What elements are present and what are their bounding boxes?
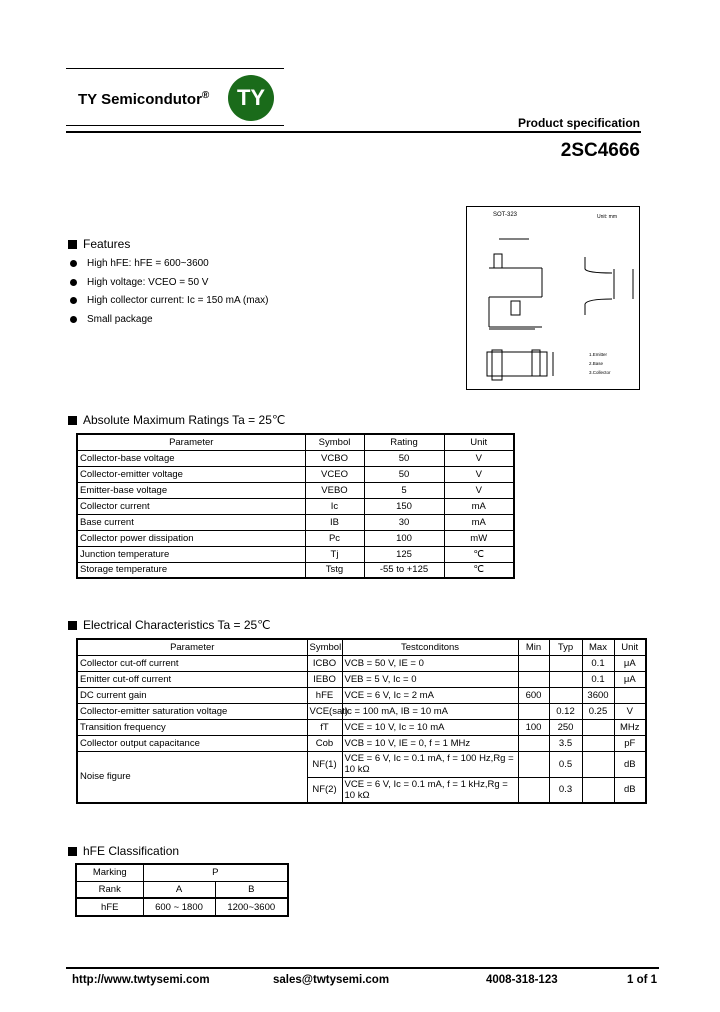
cell [582, 777, 614, 803]
package-unit: Unit: mm [597, 214, 617, 220]
cell: 0.12 [549, 703, 582, 719]
cell: 50 [364, 450, 444, 466]
cell: pF [614, 735, 646, 751]
table-row [76, 864, 288, 881]
cell [582, 719, 614, 735]
registered-mark: ® [201, 90, 210, 101]
email-link[interactable]: sales@twtysemi.com [273, 974, 390, 986]
divider [66, 125, 284, 126]
cell: Noise figure [77, 751, 307, 803]
cell: Collector-emitter saturation voltage [77, 703, 307, 719]
cell: 3600 [582, 687, 614, 703]
elec-heading [68, 618, 271, 632]
footer-rule [66, 967, 659, 969]
table-row [77, 735, 646, 751]
cell [518, 703, 549, 719]
cell: 3.5 [549, 735, 582, 751]
bullet-icon [70, 297, 77, 304]
table-row [77, 562, 514, 578]
cell: 5 [364, 482, 444, 498]
cell: 150 [364, 498, 444, 514]
table-row [77, 671, 646, 687]
cell: V [444, 466, 514, 482]
cell: hFE [307, 687, 342, 703]
cell: Tstg [305, 562, 364, 578]
cell: Marking [76, 864, 143, 881]
feature-item [70, 277, 208, 288]
cell: Storage temperature [77, 562, 305, 578]
website-link[interactable]: http://www.twtysemi.com [72, 974, 210, 986]
pin-label: 1.Emitter [589, 352, 608, 357]
bullet-icon [70, 260, 77, 267]
cell: Tj [305, 546, 364, 562]
hfe-title: hFE Classification [83, 844, 180, 858]
cell: Ic [305, 498, 364, 514]
cell: B [215, 881, 288, 898]
cell: VCE = 6 V, Ic = 0.1 mA, f = 100 Hz,Rg = 10 kΩ [342, 751, 518, 777]
cell [518, 671, 549, 687]
company-text: TY Semicondutor [78, 91, 202, 108]
cell [582, 751, 614, 777]
table-row [77, 514, 514, 530]
feature-item [70, 258, 209, 269]
cell: A [143, 881, 215, 898]
cell [549, 671, 582, 687]
hfe-heading [68, 844, 179, 858]
cell: IB [305, 514, 364, 530]
cell: VEB = 5 V, Ic = 0 [342, 671, 518, 687]
table-row [77, 546, 514, 562]
company-logo [228, 75, 274, 121]
cell: hFE [76, 898, 143, 916]
cell [614, 687, 646, 703]
cell: Parameter [77, 434, 305, 450]
feature-item [70, 314, 153, 325]
cell: Max [582, 639, 614, 655]
feature-text: High hFE: hFE = 600~3600 [87, 258, 209, 269]
cell: ℃ [444, 562, 514, 578]
cell: VCBO [305, 450, 364, 466]
cell: V [444, 482, 514, 498]
cell: Symbol [307, 639, 342, 655]
abs-max-table [76, 433, 515, 579]
cell: ℃ [444, 546, 514, 562]
cell: mW [444, 530, 514, 546]
cell: Emitter cut-off current [77, 671, 307, 687]
bullet-square-icon [68, 621, 77, 630]
cell [518, 777, 549, 803]
feature-text: High voltage: VCEO = 50 V [87, 277, 209, 288]
cell: 250 [549, 719, 582, 735]
cell: Collector output capacitance [77, 735, 307, 751]
table-row [77, 639, 646, 655]
cell: 0.5 [549, 751, 582, 777]
cell: VCE = 6 V, Ic = 2 mA [342, 687, 518, 703]
table-row [77, 687, 646, 703]
table-row [77, 655, 646, 671]
bullet-square-icon [68, 847, 77, 856]
cell: Transition frequency [77, 719, 307, 735]
bullet-square-icon [68, 416, 77, 425]
feature-text: High collector current: Ic = 150 mA (max) [87, 295, 269, 306]
table-row [77, 751, 646, 777]
header-rule [66, 131, 641, 133]
bullet-square-icon [68, 240, 77, 249]
cell: 30 [364, 514, 444, 530]
cell: -55 to +125 [364, 562, 444, 578]
cell: 0.1 [582, 655, 614, 671]
cell: Unit [444, 434, 514, 450]
cell: V [444, 450, 514, 466]
cell: NF(1) [307, 751, 342, 777]
table-row [76, 898, 288, 916]
cell: Pc [305, 530, 364, 546]
cell: Base current [77, 514, 305, 530]
doc-type: Product specification [517, 116, 640, 130]
bullet-icon [70, 279, 77, 286]
cell: 0.1 [582, 671, 614, 687]
cell: Typ [549, 639, 582, 655]
cell: 125 [364, 546, 444, 562]
cell: VCE = 6 V, Ic = 0.1 mA, f = 1 kHz,Rg = 10 kΩ [342, 777, 518, 803]
cell: 600 [518, 687, 549, 703]
cell: VCB = 10 V, IE = 0, f = 1 MHz [342, 735, 518, 751]
table-row [77, 719, 646, 735]
table-row [77, 450, 514, 466]
pin-label: 3.Collector [589, 370, 611, 375]
cell: IEBO [307, 671, 342, 687]
cell: Collector-emitter voltage [77, 466, 305, 482]
cell: VCE = 10 V, Ic = 10 mA [342, 719, 518, 735]
table-row [77, 482, 514, 498]
table-row [76, 881, 288, 898]
cell: μA [614, 671, 646, 687]
table-row [77, 703, 646, 719]
pin-label: 2.Base [589, 361, 604, 366]
cell: Emitter-base voltage [77, 482, 305, 498]
cell: VEBO [305, 482, 364, 498]
package-diagram [466, 206, 640, 390]
feature-item [70, 295, 268, 306]
cell: Collector cut-off current [77, 655, 307, 671]
table-row [77, 434, 514, 450]
phone-number: 4008-318-123 [486, 974, 558, 986]
cell [518, 751, 549, 777]
cell: DC current gain [77, 687, 307, 703]
cell: Symbol [305, 434, 364, 450]
cell: Cob [307, 735, 342, 751]
cell: mA [444, 498, 514, 514]
cell: P [143, 864, 288, 881]
cell: 100 [364, 530, 444, 546]
bullet-icon [70, 316, 77, 323]
part-number: 2SC4666 [560, 140, 640, 161]
features-title: Features [83, 237, 131, 251]
cell: Min [518, 639, 549, 655]
divider [66, 68, 284, 69]
cell: Collector power dissipation [77, 530, 305, 546]
cell: 1200~3600 [215, 898, 288, 916]
cell: MHz [614, 719, 646, 735]
cell: Parameter [77, 639, 307, 655]
package-name: SOT-323 [493, 212, 518, 218]
cell: ICBO [307, 655, 342, 671]
cell: Unit [614, 639, 646, 655]
cell [518, 735, 549, 751]
table-row [77, 466, 514, 482]
logo-text: TY [236, 85, 266, 110]
elec-table [76, 638, 647, 804]
cell: 600 ~ 1800 [143, 898, 215, 916]
cell: mA [444, 514, 514, 530]
cell: 50 [364, 466, 444, 482]
package-drawing [467, 207, 639, 389]
features-heading [68, 237, 130, 251]
table-row [77, 530, 514, 546]
abs-max-title: Absolute Maximum Ratings Ta = 25℃ [83, 413, 286, 427]
cell: VCEO [305, 466, 364, 482]
cell: Junction temperature [77, 546, 305, 562]
cell: dB [614, 777, 646, 803]
cell [549, 687, 582, 703]
company-name [78, 90, 209, 108]
cell: Collector-base voltage [77, 450, 305, 466]
cell: Rating [364, 434, 444, 450]
cell: Collector current [77, 498, 305, 514]
elec-title: Electrical Characteristics Ta = 25℃ [83, 618, 271, 632]
cell [582, 735, 614, 751]
cell: Ic = 100 mA, IB = 10 mA [342, 703, 518, 719]
cell: μA [614, 655, 646, 671]
cell: Rank [76, 881, 143, 898]
abs-max-heading [68, 413, 285, 427]
table-row [77, 498, 514, 514]
cell: 100 [518, 719, 549, 735]
cell [549, 655, 582, 671]
cell: NF(2) [307, 777, 342, 803]
cell: 0.25 [582, 703, 614, 719]
cell [518, 655, 549, 671]
cell: dB [614, 751, 646, 777]
page-number: 1 of 1 [627, 974, 658, 986]
cell: fT [307, 719, 342, 735]
hfe-table [75, 863, 289, 917]
cell: 0.3 [549, 777, 582, 803]
cell: VCB = 50 V, IE = 0 [342, 655, 518, 671]
feature-text: Small package [87, 314, 153, 325]
cell: Testconditons [342, 639, 518, 655]
cell: V [614, 703, 646, 719]
cell: VCE(sat) [307, 703, 342, 719]
